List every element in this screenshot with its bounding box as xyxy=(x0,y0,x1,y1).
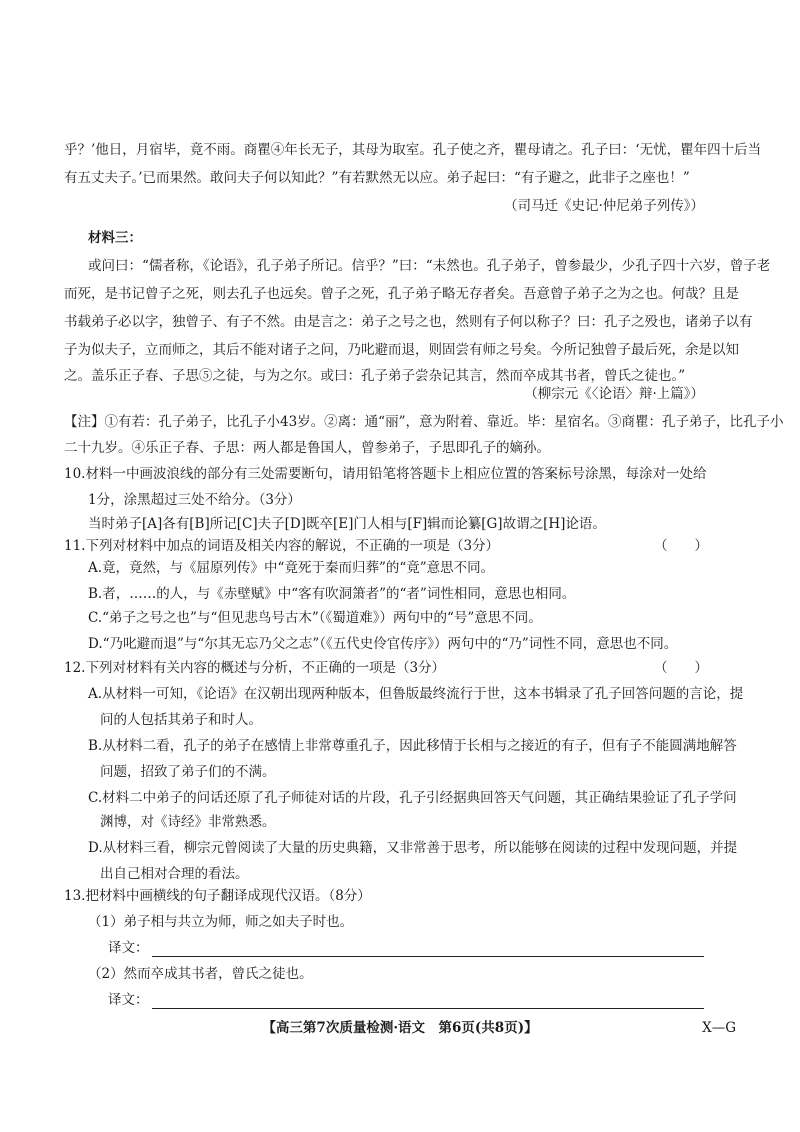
option-c: C.“弟子之号之也”与“但见悲鸟号古木”（《蜀道难》）两句中的“号”意思不同。 xyxy=(88,610,542,626)
answer-line[interactable] xyxy=(152,1008,704,1009)
passage-line: 之。盖乐正子春、子思⑤之徒，与为之尔。或曰：孔子弟子尝杂记其言，然而卒成其书者，曾氏之徒也。” xyxy=(64,368,686,384)
option-b: B.从材料二看，孔子的弟子在感情上非常尊重孔子，因此移情于长相与之接近的有子，但有子不能圆满地解答 xyxy=(88,738,737,754)
option-c: C.材料二中弟子的问话还原了孔子师徒对话的片段，孔子引经据典回答天气问题，其正确结果验证了孔子学问 xyxy=(88,790,737,806)
translation-item-2: （2）然而卒成其书者，曾氏之徒也。 xyxy=(88,966,313,982)
answer-paren[interactable]: （ ） xyxy=(654,660,708,676)
annotation-note: 【注】①有若：孔子弟子，比孔子小43岁。②离：通“丽”，意为附着、靠近。毕：星宿名。③商瞿：孔子弟子，比孔子小 xyxy=(64,414,784,430)
option-c-cont: 渊博，对《诗经》非常熟悉。 xyxy=(100,814,276,830)
passage-line: 或问曰：“儒者称，《论语》，孔子弟子所记。信乎？”曰：“未然也。孔子弟子，曾参最少，少孔子四十六岁，曾子老 xyxy=(88,258,771,274)
footer-code: X—G xyxy=(702,1020,736,1036)
question-13-stem: 13.把材料中画横线的句子翻译成现代汉语。（8分） xyxy=(64,888,371,904)
passage-line: 书载弟子必以字，独曾子、有子不然。由是言之：弟子之号之也，然则有子何以称子？曰：孔子之殁也，诸弟子以有 xyxy=(64,314,753,330)
question-10-stem: 10.材料一中画波浪线的部分有三处需要断句，请用铅笔将答题卡上相应位置的答案标号涂黑，每涂对一处给 xyxy=(64,466,707,482)
annotation-note: 二十九岁。④乐正子春、子思：两人都是鲁国人，曾参弟子，子思即孔子的嫡孙。 xyxy=(64,440,550,456)
answer-row-1[interactable] xyxy=(100,938,704,962)
option-b-cont: 问题，招致了弟子们的不满。 xyxy=(100,764,276,780)
translation-item-1: （1）弟子相与共立为师，师之如夫子时也。 xyxy=(88,914,354,930)
question-11-stem xyxy=(64,536,704,556)
option-a-cont: 问的人包括其弟子和时人。 xyxy=(100,712,262,728)
source-citation: （柳宗元《〈论语〉辩·上篇》） xyxy=(524,386,704,402)
question-12-stem: 12.下列对材料有关内容的概述与分析，不正确的一项是（3分） xyxy=(64,660,446,676)
option-b: B.者，……的人，与《赤壁赋》中“客有吹洞箫者”的“者”词性相同，意思也相同。 xyxy=(88,586,576,602)
material-3-heading: 材料三： xyxy=(88,230,142,246)
passage-line: 乎？’他日，月宿毕，竟不雨。商瞿④年长无子，其母为取室。孔子使之齐，瞿母请之。孔子曰：‘无忧，瞿年四十后当 xyxy=(64,142,762,158)
option-a: A.竟，竟然，与《屈原列传》中“竟死于秦而归葬”的“竟”意思不同。 xyxy=(88,560,495,576)
answer-paren[interactable]: （ ） xyxy=(654,538,708,554)
passage-line: 而死，是书记曾子之死，则去孔子也远矣。曾子之死，孔子弟子略无存者矣。吾意曾子弟子之为之也。何哉？且是 xyxy=(64,286,739,302)
question-10-sentence: 当时弟子[A]各有[B]所记[C]夫子[D]既卒[E]门人相与[F]辑而论纂[G]故谓之[H]论语。 xyxy=(88,516,606,532)
question-10-stem: 1分，涂黑超过三处不给分。（3分） xyxy=(88,492,301,508)
answer-row-2[interactable] xyxy=(100,990,704,1014)
option-d: D.从材料三看，柳宗元曾阅读了大量的历史典籍，又非常善于思考，所以能够在阅读的过程中发现问题，并提 xyxy=(88,840,738,856)
question-stem-text: 11.下列对材料中加点的词语及相关内容的解说，不正确的一项是（3分） xyxy=(64,538,500,554)
passage-line: 有五丈夫子。’已而果然。敢问夫子何以知此？”有若默然无以应。弟子起曰：“有子避之，此非子之座也！” xyxy=(64,170,690,186)
answer-line[interactable] xyxy=(152,956,704,957)
option-d: D.“乃叱避而退”与“尔其无忘乃父之志”（《五代史伶官传序》）两句中的“乃”词性不同，意思也不同。 xyxy=(88,636,678,652)
answer-label: 译文： xyxy=(108,940,149,956)
option-d-cont: 出自己相对合理的看法。 xyxy=(100,866,249,882)
passage-line: 子为似夫子，立而师之，其后不能对诸子之问，乃叱避而退，则固尝有师之号矣。今所记独曾子最后死，余是以知 xyxy=(64,342,739,358)
option-a: A.从材料一可知，《论语》在汉朝出现两种版本，但鲁版最终流行于世，这本书辑录了孔子回答问题的言论，提 xyxy=(88,686,744,702)
source-citation: （司马迁《史记·仲尼弟子列传》） xyxy=(503,198,704,214)
answer-label: 译文： xyxy=(108,992,149,1008)
footer-page-info: 【高三第7次质量检测·语文 第6页(共8页)】 xyxy=(262,1020,538,1036)
